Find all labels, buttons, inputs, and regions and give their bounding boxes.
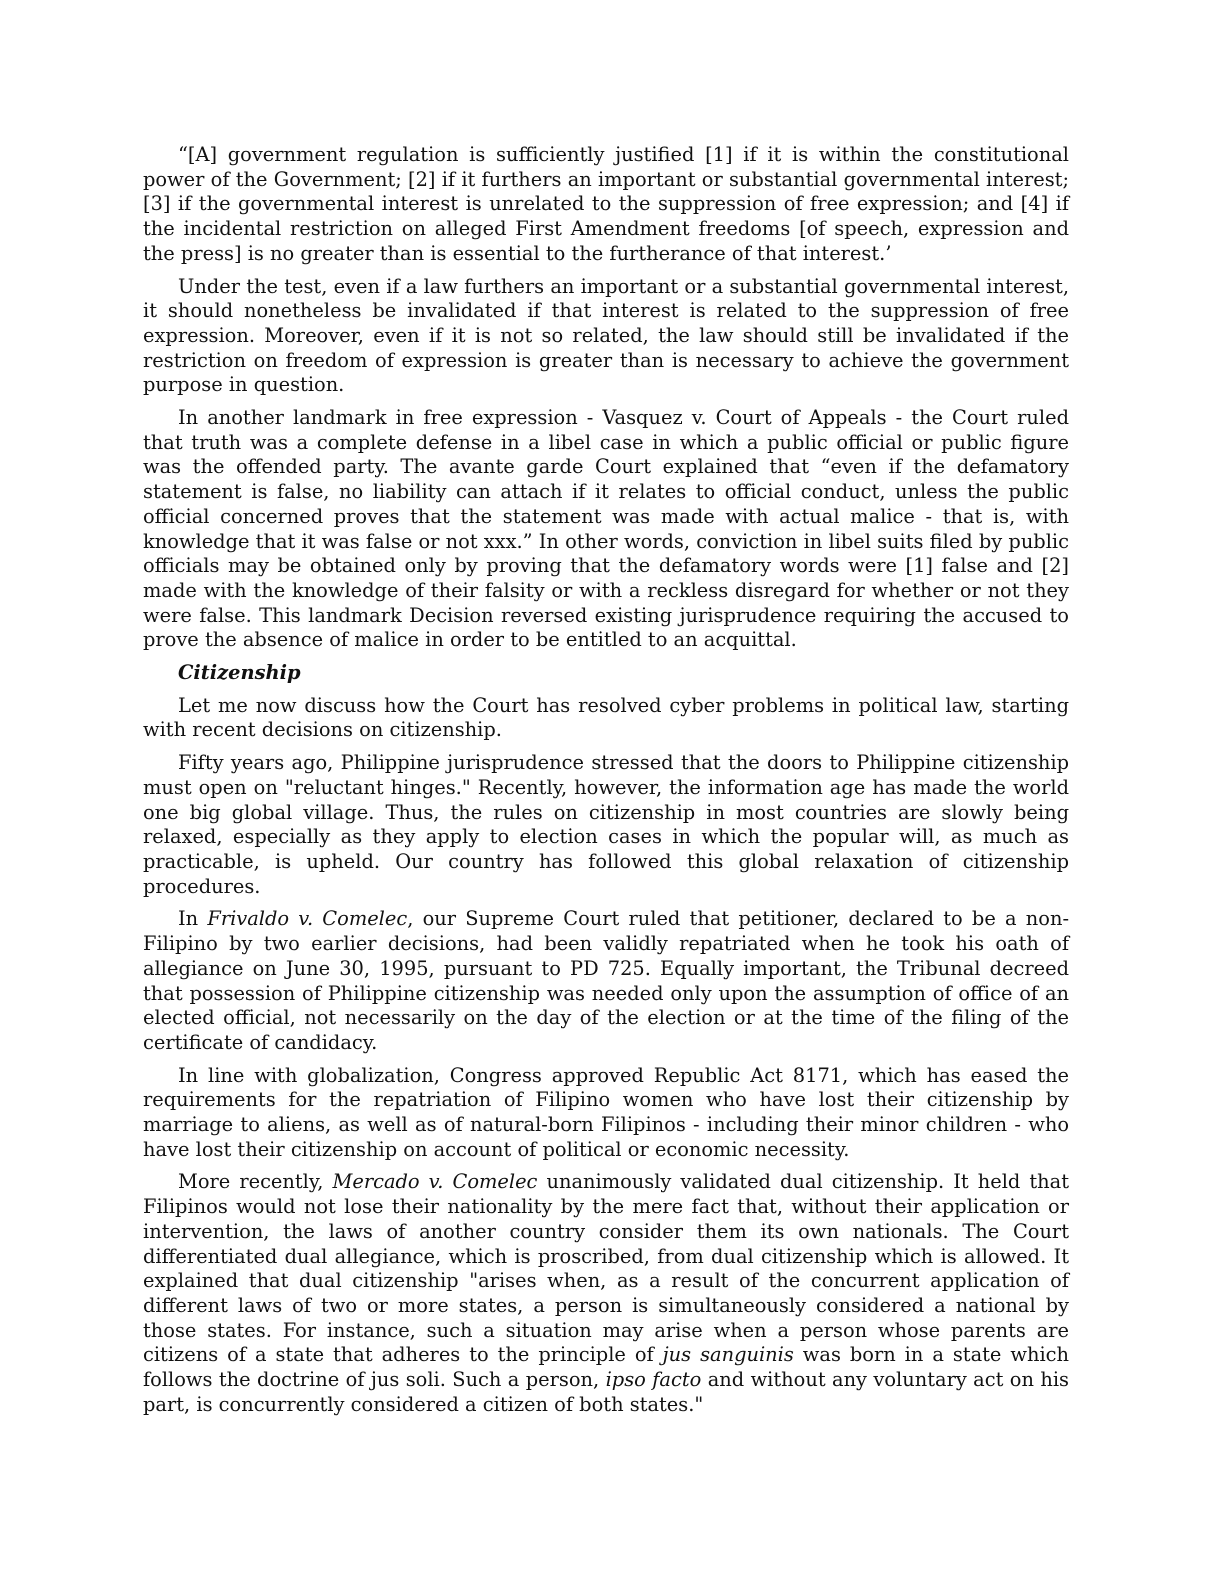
intro-paragraph: Let me now discuss how the Court has resolved cyber problems in political law, starting with recent decisions on citizenship. xyxy=(143,693,1069,742)
document-page xyxy=(143,143,1069,1425)
text-span: More recently, xyxy=(178,1170,333,1194)
latin-term: jus sanguinis xyxy=(662,1343,794,1367)
vasquez-paragraph: In another landmark in free expression - Vasquez v. Court of Appeals - the Court ruled that truth was a complete defense in a libel case in which a public official or public figure was the offended party. The avante garde Court explained that “even if the defamatory statement is false, no liability can attach if it relates to official conduct, unless the public official concerned proves that the statement was made with actual malice - that is, with knowledge that it was false or not xxx.” In other words, conviction in libel suits filed by public officials may be obtained only by proving that the defamatory words were [1] false and [2] made with the knowledge of their falsity or with a reckless disregard for whether or not they were false. This landmark Decision reversed existing jurisprudence requiring the accused to prove the absence of malice in order to be entitled to an acquittal. xyxy=(143,406,1069,652)
quote-paragraph: “[A] government regulation is sufficiently justified [1] if it is within the constitutional power of the Government; [2] if it furthers an important or substantial governmental interest; [3] if the governmental interest is unrelated to the suppression of free expression; and [4] if the incidental restriction on alleged First Amendment freedoms [of speech, expression and the press] is no greater than is essential to the furtherance of that interest.’ xyxy=(143,143,1069,265)
case-name: Frivaldo v. Comelec xyxy=(207,907,408,931)
latin-term: ipso facto xyxy=(605,1368,702,1392)
frivaldo-paragraph xyxy=(143,907,1069,1055)
text-span: unanimously validated dual citizenship. It held that Filipinos would not lose their nationality by the mere fact that, without their application or intervention, the laws of another country consider them its own nationals. The Court differentiated dual allegiance, which is proscribed, from dual citizenship which is allowed. It explained that dual citizenship "arises when, as a result of the concurrent application of different laws of two or more states, a person is simultaneously considered a national by those states. For instance, such a situation may arise when a person whose parents are citizens of a state that adheres to the principle of xyxy=(143,1170,1069,1367)
republic-act-paragraph: In line with globalization, Congress approved Republic Act 8171, which has eased the requirements for the repatriation of Filipino women who have lost their citizenship by marriage to aliens, as well as of natural-born Filipinos - including their minor children - who have lost their citizenship on account of political or economic necessity. xyxy=(143,1063,1069,1161)
text-span: , our Supreme Court ruled that petitioner, declared to be a non-Filipino by two earlier decisions, had been validly repatriated when he took his oath of allegiance on June 30, 1995, pursuant to PD 725. Equally important, the Tribunal decreed that possession of Philippine citizenship was needed only upon the assumption of office of an elected official, not necessarily on the day of the election or at the time of the filing of the certificate of candidacy. xyxy=(143,907,1069,1054)
text-span: In xyxy=(178,907,208,931)
text-span: was born in a state which follows the doctrine of jus soli. Such a person, xyxy=(143,1343,1070,1392)
test-explanation-paragraph: Under the test, even if a law furthers an important or a substantial governmental interest, it should nonetheless be invalidated if that interest is related to the suppression of free expression. Moreover, even if it is not so related, the law should still be invalidated if the restriction on freedom of expression is greater than is necessary to achieve the government purpose in question. xyxy=(143,274,1069,397)
mercado-paragraph xyxy=(143,1170,1069,1417)
section-heading-citizenship: Citizenship xyxy=(178,661,301,685)
text-span: and without any voluntary act on his part, is concurrently considered a citizen of both states." xyxy=(143,1368,1069,1416)
case-name: Mercado v. Comelec xyxy=(332,1170,538,1194)
jurisprudence-paragraph: Fifty years ago, Philippine jurisprudence stressed that the doors to Philippine citizenship must open on "reluctant hinges." Recently, however, the information age has made the world one big global village. Thus, the rules on citizenship in most countries are slowly being relaxed, especially as they apply to election cases in which the popular will, as much as practicable, is upheld. Our country has followed this global relaxation of citizenship procedures. xyxy=(143,751,1069,898)
